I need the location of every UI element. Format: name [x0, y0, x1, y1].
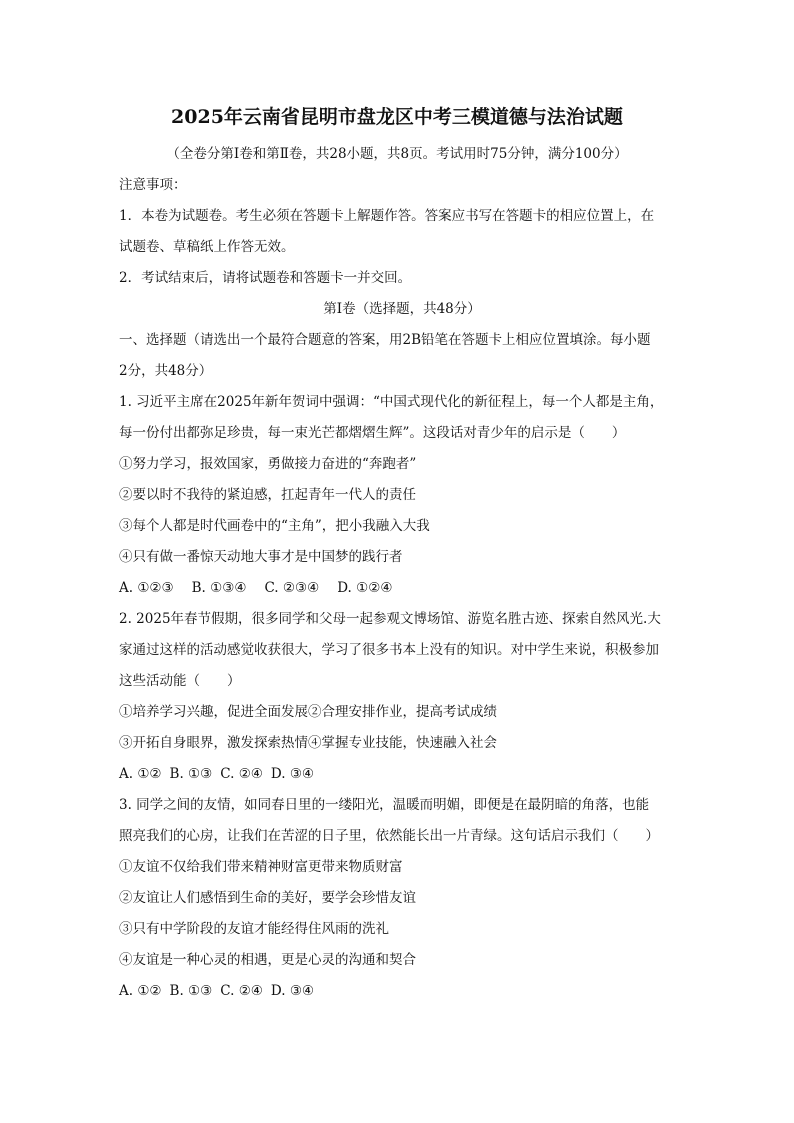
question-1-statement: ④只有做一番惊天动地大事才是中国梦的践行者 [119, 549, 403, 565]
option-a: A. ①②③ [119, 580, 174, 596]
question-2-stem-cont: 家通过这样的活动感觉收获很大，学习了很多书本上没有的知识。对中学生来说，积极参加 [119, 642, 659, 658]
notice-item-1-cont: 试题卷、草稿纸上作答无效。 [119, 239, 295, 255]
exam-subtitle: （全卷分第Ⅰ卷和第Ⅱ卷，共28小题，共8页。考试用时75分钟，满分100分） [166, 146, 628, 162]
option-a: A. ①② [119, 983, 162, 999]
question-2-stem: 2. 2025年春节假期，很多同学和父母一起参观文博场馆、游览名胜古迹、探索自然风光.大 [119, 611, 661, 627]
question-1-statement: ①努力学习，报效国家，勇做接力奋进的“奔跑者” [119, 456, 417, 472]
question-2-options [119, 759, 685, 790]
option-b: B. ①③④ [191, 580, 247, 596]
question-2-statement: ③开拓自身眼界，激发探索热情④掌握专业技能，快速融入社会 [119, 735, 497, 751]
part-heading-cont: 2分，共48分） [119, 363, 213, 379]
notice-item-1: 1．本卷为试题卷。考生必须在答题卡上解题作答。答案应书写在答题卡的相应位置上，在 [119, 208, 655, 224]
notice-heading: 注意事项： [119, 177, 187, 193]
option-c: C. ②④ [220, 983, 263, 999]
question-1-statement: ③每个人都是时代画卷中的“主角”，把小我融入大我 [119, 518, 430, 534]
question-1-statement: ②要以时不我待的紧迫感，扛起青年一代人的责任 [119, 487, 416, 503]
question-1-stem: 1. 习近平主席在2025年新年贺词中强调：“中国式现代化的新征程上，每一个人都是主角， [119, 394, 664, 410]
question-3-statement: ③只有中学阶段的友谊才能经得住风雨的洗礼 [119, 921, 389, 937]
exam-title: 2025年云南省昆明市盘龙区中考三模道德与法治试题 [171, 106, 623, 128]
question-1-stem-cont: 每一份付出都弥足珍贵，每一束光芒都熠熠生辉”。这段话对青少年的启示是（ ） [119, 425, 626, 441]
question-2-statement: ①培养学习兴趣，促进全面发展②合理安排作业，提高考试成绩 [119, 704, 497, 720]
question-3-stem-cont: 照亮我们的心房，让我们在苦涩的日子里，依然能长出一片青绿。这句话启示我们（ ） [119, 828, 659, 844]
option-d: D. ③④ [270, 766, 315, 782]
option-c: C. ②④ [220, 766, 263, 782]
option-d: D. ①②④ [337, 580, 393, 596]
question-2-stem-cont: 这些活动能（ ） [119, 673, 241, 689]
option-b: B. ①③ [169, 766, 213, 782]
option-b: B. ①③ [169, 983, 213, 999]
question-3-options [119, 976, 685, 1007]
notice-item-2: 2．考试结束后，请将试题卷和答题卡一并交回。 [119, 270, 412, 286]
question-3-stem: 3. 同学之间的友情，如同春日里的一缕阳光，温暖而明媚，即便是在最阴暗的角落，也能 [119, 797, 650, 813]
option-d: D. ③④ [270, 983, 315, 999]
option-c: C. ②③④ [264, 580, 320, 596]
question-3-statement: ①友谊不仅给我们带来精神财富更带来物质财富 [119, 859, 403, 875]
question-3-statement: ④友谊是一种心灵的相遇，更是心灵的沟通和契合 [119, 952, 416, 968]
question-3-statement: ②友谊让人们感悟到生命的美好，要学会珍惜友谊 [119, 890, 416, 906]
question-1-options [119, 573, 685, 604]
option-a: A. ①② [119, 766, 162, 782]
exam-body [119, 170, 685, 1007]
section-heading: 第Ⅰ卷（选择题，共48分） [323, 301, 481, 317]
part-heading: 一、选择题（请选出一个最符合题意的答案，用2B铅笔在答题卡上相应位置填涂。每小题 [119, 332, 651, 348]
